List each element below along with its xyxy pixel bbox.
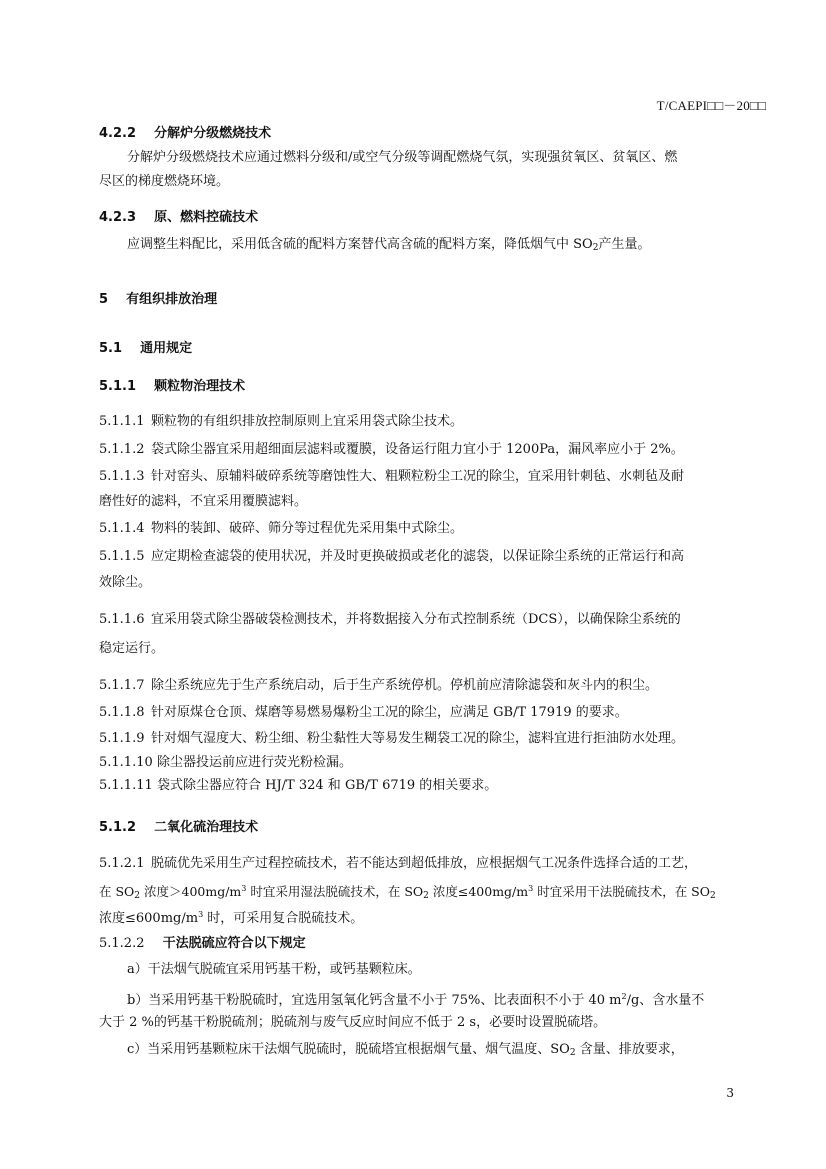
clause-5-1-1-4: 5.1.1.4 物料的装卸、破碎、筛分等过程优先采用集中式除尘。 (99, 521, 464, 536)
clause-5-1-1-1: 5.1.1.1 颗粒物的有组织排放控制原则上宜采用袋式除尘技术。 (99, 414, 464, 429)
section-heading-4-2-3 (99, 206, 258, 225)
clause-5-1-1-3: 5.1.1.3 针对窑头、原辅料破碎系统等磨蚀性大、粗颗粒粉尘工况的除尘，宜采用针刺毡、水刺毡及耐 (99, 469, 685, 484)
section-number: 5.1.1 (99, 379, 137, 394)
section-number: 5.1 (99, 341, 123, 356)
clause-5-1-1-10: 5.1.1.10 除尘器投运前应进行荧光粉检漏。 (99, 755, 353, 770)
section-title: 原、燃料控硫技术 (154, 210, 259, 225)
section-title: 二氧化硫治理技术 (154, 820, 259, 835)
clause-5-1-1-6-cont: 稳定运行。 (99, 641, 165, 656)
clause-5-1-1-7: 5.1.1.7 除尘系统应先于生产系统启动，后于生产系统停机。停机前应清除滤袋和灰斗内的积尘。 (99, 678, 659, 693)
section-title: 颗粒物治理技术 (154, 379, 246, 394)
section-title: 通用规定 (140, 341, 193, 356)
clause-5-1-2-1-line2: 在 $SO_2$ 浓度$>400mg/m^3$ 时宜采用湿法脱硫技术，在 $SO_2$ 浓度$\le 400mg/m^3$ 时宜采用干法脱硫技术，在 $SO_2$ (99, 884, 716, 901)
list-item-c: c）当采用钙基颗粒床干法烟气脱硫时，脱硫塔宜根据烟气量、烟气温度、$SO_2$ 含量、排放要求， (127, 1042, 684, 1058)
paragraph-line: 分解炉分级燃烧技术应通过燃料分级和/或空气分级等调配燃烧气氛，实现强贫氧区、贫氧区、燃 (127, 150, 678, 165)
section-title: 干法脱硫应符合以下规定 (162, 936, 306, 951)
section-number: 4.2.3 (99, 210, 137, 225)
section-title: 有组织排放治理 (126, 292, 218, 307)
clause-5-1-2-1-line3: 浓度$\le 600mg/m^3$ 时，可采用复合脱硫技术。 (99, 910, 364, 926)
page-number: 3 (726, 1086, 734, 1100)
section-heading-5 (99, 288, 217, 307)
section-heading-5-1-1 (99, 375, 245, 394)
section-number: 4.2.2 (99, 126, 137, 141)
section-number: 5.1.2 (99, 820, 137, 835)
clause-5-1-1-2: 5.1.1.2 袋式除尘器宜采用超细面层滤料或覆膜，设备运行阻力宜小于 1200Pa，漏风率应小于 2%。 (99, 442, 684, 457)
list-item-b: b）当采用钙基干粉脱硫时，宜选用氢氧化钙含量不小于 75%、比表面积不小于 40 $m^2/g$、含水量不 (127, 992, 705, 1008)
clause-5-1-1-5-cont: 效除尘。 (99, 575, 152, 590)
clause-5-1-1-9: 5.1.1.9 针对烟气湿度大、粉尘细、粉尘黏性大等易发生糊袋工况的除尘，滤料宜进行拒油防水处理。 (99, 731, 685, 746)
section-number: 5 (99, 292, 109, 307)
clause-5-1-1-5: 5.1.1.5 应定期检查滤袋的使用状况，并及时更换破损或老化的滤袋，以保证除尘系统的正常运行和高 (99, 549, 685, 564)
section-heading-4-2-2 (99, 122, 271, 141)
clause-5-1-1-6: 5.1.1.6 宜采用袋式除尘器破袋检测技术，并将数据接入分布式控制系统（DCS），以确保除尘系统的 (99, 612, 681, 627)
list-item-b-cont: 大于 2 %的钙基干粉脱硫剂；脱硫剂与废气反应时间应不低于 2 s，必要时设置脱硫塔。 (99, 1015, 607, 1030)
section-title: 分解炉分级燃烧技术 (154, 126, 272, 141)
clause-5-1-1-3-cont: 磨性好的滤料，不宜采用覆膜滤料。 (99, 494, 308, 509)
section-heading-5-1-2 (99, 816, 258, 835)
list-item-a: a）干法烟气脱硫宜采用钙基干粉，或钙基颗粒床。 (127, 962, 421, 977)
clause-5-1-1-11: 5.1.1.11 袋式除尘器应符合 HJ/T 324 和 GB/T 6719 的相关要求。 (99, 778, 498, 793)
clause-5-1-2-1: 5.1.2.1 脱硫优先采用生产过程控硫技术，若不能达到超低排放，应根据烟气工况条件选择合适的工艺， (99, 856, 698, 871)
paragraph-line: 尽区的梯度燃烧环境。 (99, 174, 230, 189)
clause-heading-5-1-2-2 (99, 932, 306, 951)
section-number: 5.1.2.2 (99, 936, 145, 951)
document-code-header: T/CAEPI□□－20□□ (656, 98, 766, 113)
clause-5-1-1-8: 5.1.1.8 针对原煤仓仓顶、煤磨等易燃易爆粉尘工况的除尘，应满足 GB/T 17919 的要求。 (99, 705, 628, 720)
section-heading-5-1 (99, 337, 192, 356)
paragraph-line: 应调整生料配比，采用低含硫的配料方案替代高含硫的配料方案，降低烟气中 $SO_2$产生量。 (127, 237, 651, 253)
